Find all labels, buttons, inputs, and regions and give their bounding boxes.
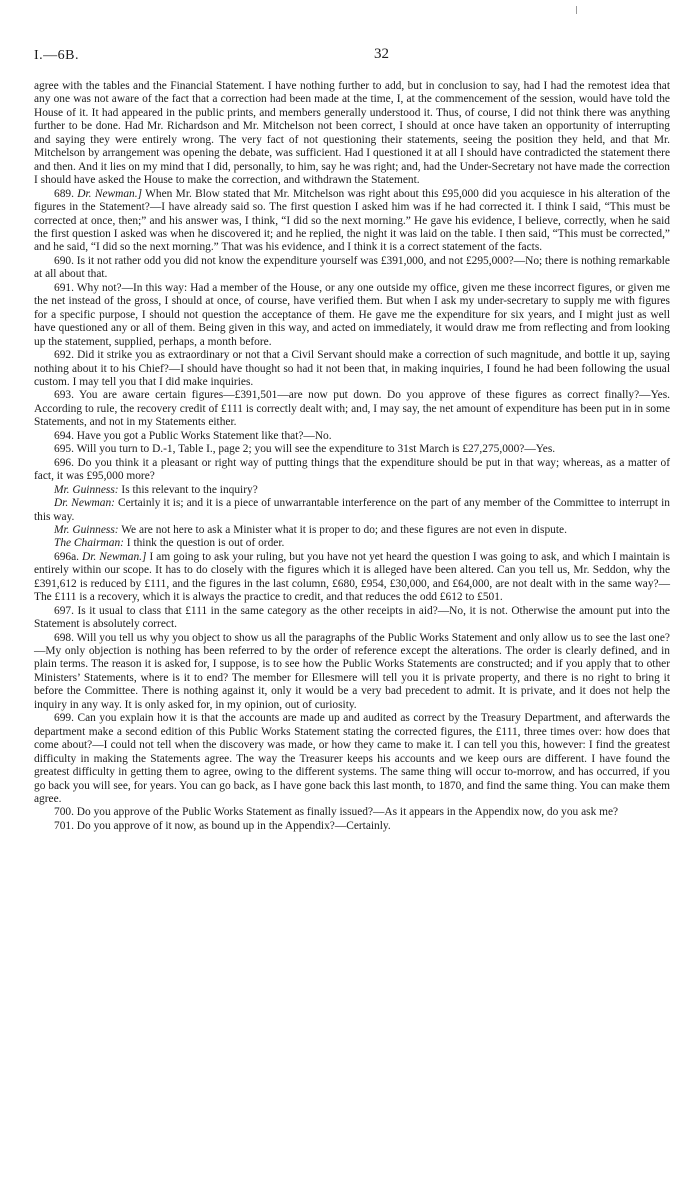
- paragraph-text: We are not here to ask a Minister what it is proper to do; and these figures are not even in dispute.: [121, 523, 567, 536]
- paragraph-691: [34, 282, 670, 349]
- paragraph-text: Will you tell us why you object to show us all the paragraphs of the Public Works Statement and only allow us to see the last one?—My only objection is nothing has been referred to by the order of reference except the alterations. The order is clearly defined, and in plain terms. The reason it is asked for, I suppose, is to see how the Public Works Statements are constructed; and if you apply that to other Ministers’ Statements, where is it to end? The member for Ellesmere will tell you it is private property, and there is no right to bring it before the Committee. There is nothing against it, only it would be a very bad precedent to admit. It is private, and it does not help the inquiry in any way. It is only asked for, in my opinion, out of curiosity.: [34, 631, 670, 711]
- paragraph-693: [34, 389, 670, 429]
- paragraph-text: Do you approve of it now, as bound up in the Appendix?—Certainly.: [76, 819, 391, 832]
- question-number: 699.: [54, 712, 74, 725]
- paragraph-continued: [34, 80, 670, 188]
- paragraph-692: [34, 349, 670, 389]
- paragraph-text: Is it not rather odd you did not know the expenditure yourself was £391,000, and not £295,000?—No; there is nothing remarkable at all about that.: [34, 254, 670, 281]
- paragraph-text: Is it usual to class that £111 in the same category as the other receipts in aid?—No, it is not. Otherwise the amount put into the Statement is absolutely correct.: [34, 604, 670, 631]
- question-number: 698.: [54, 631, 74, 644]
- paragraph-text: You are aware certain figures—£391,501—are now put down. Do you approve of these figures as correct finally?—Yes. According to rule, the recovery credit of £111 is correctly dealt with; and, I may say, the net amount of expenditure has been put in in some Statements, and not in my Statements either.: [34, 389, 670, 429]
- question-number: 694.: [54, 429, 74, 442]
- paragraph-694: [34, 430, 670, 443]
- document-reference: I.—6B.: [34, 48, 79, 63]
- question-number: 695.: [54, 443, 74, 456]
- question-number: 696a.: [54, 550, 79, 563]
- paragraph-text: I think the question is out of order.: [126, 537, 285, 550]
- question-number: 700.: [54, 806, 74, 819]
- stray-mark: [576, 6, 577, 14]
- question-number: 701.: [54, 819, 74, 832]
- paragraph-text: Do you approve of the Public Works Statement as finally issued?—As it appears in the Appendix now, do you ask me?: [76, 806, 619, 819]
- question-number: 689.: [54, 187, 74, 200]
- paragraph-text: agree with the tables and the Financial Statement. I have nothing further to add, but in conclusion to say, had I had the remotest idea that any one was not aware of the fact that a correction had been made at the time, I, at the commencement of the session, would have told the House of it. It had appeared in the public prints, and members generally understood it. Thus, of course, I did not think there was anything further to be done. Had Mr. Richardson and Mr. Mitchelson not been correct, I should at once have taken an opportunity of interrupting and saying they were entirely wrong. The very fact of not questioning their statements, seeing the position they held, and that Mr. Mitchelson by arrangement was opening the debate, was sufficient. Had I questioned it at all I should have contradicted the statement there and then. And it lies on my mind that I did, personally, to him, say he was right; and, had the Under-Secretary not have made the correction I should have asked the House to make the correction, and withdrawn the Statement.: [34, 80, 670, 187]
- question-number: 690.: [54, 254, 74, 267]
- paragraph-text: Can you explain how it is that the accounts are made up and audited as correct by the Treasury Department, and afterwards the department make a second edition of this Public Works Statement stating the corrected figures, the £111, three times over: how does that come about?—I could not tell when the discovery was made, or how they came to make it. I can tell you this, however: I find the greatest difficulty in making the Statements agree. The way the Treasurer keeps his accounts and we keep ours are different. I have found the greatest difficulty in getting them to agree, owing to the different systems. The same thing will occur to-morrow, and has occurred, if you go back you will see, for years. You can go back, as I have gone back this last month, to 1870, and find the same thing. You can make them agree.: [34, 712, 670, 806]
- paragraph-696: [34, 457, 670, 484]
- remark-chairman: [34, 537, 670, 550]
- paragraph-text: Have you got a Public Works Statement like that?—No.: [76, 429, 332, 442]
- page-number: 32: [374, 46, 389, 62]
- remark-guinness-2: [34, 524, 670, 537]
- question-number: 697.: [54, 604, 74, 617]
- paragraph-698: [34, 632, 670, 713]
- paragraph-696a: [34, 551, 670, 605]
- paragraph-690: [34, 255, 670, 282]
- paragraph-text: Do you think it a pleasant or right way of putting things that the expenditure should be put in that way; whereas, as a matter of fact, it was £95,000 more?: [34, 456, 670, 483]
- paragraph-700: [34, 806, 670, 819]
- remark-guinness-1: [34, 484, 670, 497]
- paragraph-text: Why not?—In this way: Had a member of the House, or any one outside my office, given me these incorrect figures, or given me the net instead of the gross, I should at once, of course, have verified them. But when I ask my under-secretary to supply me with figures for a specific purpose, I should not question the acceptance of them. He gave me the expenditure for six years, and I might just as well have questioned any or all of them. Being given in this way, and acted on immediately, it would draw me from reflecting and from looking up the statement, supplied, perhaps, a month before.: [34, 281, 670, 348]
- paragraph-text: Did it strike you as extraordinary or not that a Civil Servant should make a correction of such magnitude, and bottle it up, saying nothing about it to his Chief?—I should have thought so had it not been that, in making inquiries, I found he had been following the usual custom. I may tell you that I did make inquiries.: [34, 349, 670, 388]
- paragraph-699: [34, 712, 670, 806]
- speaker-name: Mr. Guinness:: [54, 483, 119, 496]
- paragraph-text: Certainly it is; and it is a piece of unwarrantable interference on the part of any member of the Committee to interrupt in this way.: [34, 497, 670, 523]
- paragraph-text: When Mr. Blow stated that Mr. Mitchelson was right about this £95,000 did you acquiesce in his alteration of the figures in the Statement?—I have already said so. The first question I asked him was if he had corrected it. I think I said, “This must be corrected at once, then;” and his answer was, I think, “I did so the next morning.” He gave his evidence, I believe, correctly, when he said the first question I asked was when he discovered it; and he replied, the night it was laid on the table. I then said, “This must be corrected,” and he said, “I did so the next morning.” That was his evidence, and I think it is a correct statement of the facts.: [34, 187, 670, 254]
- speaker-name: Dr. Newman:: [54, 497, 115, 510]
- question-number: 693.: [54, 389, 74, 402]
- paragraph-text: Will you turn to D.-1, Table I., page 2; you will see the expenditure to 31st March is £27,275,000?—Yes.: [76, 443, 556, 456]
- remark-newman: [34, 497, 670, 524]
- question-number: 691.: [54, 281, 74, 294]
- speaker-name: Dr. Newman.]: [77, 187, 143, 200]
- speaker-name: Mr. Guinness:: [54, 523, 119, 536]
- paragraph-text: I am going to ask your ruling, but you have not yet heard the question I was going to ask, and which I maintain is entirely within our scope. It has to do closely with the figures which it is alleged have been altered. Can you tell us, Mr. Seddon, why the £391,612 is reduced by £111, and the figures in the last column, £680, £954, £30,000, and £64,000, are not dealt with in the same way?—The £111 is a recovery, which it is always the practice to credit, and that reduces the odd £612 to £501.: [34, 550, 670, 604]
- question-number: 692.: [54, 349, 74, 362]
- speaker-name: The Chairman:: [54, 537, 124, 550]
- question-number: 696.: [54, 456, 74, 469]
- evidence-text: [34, 80, 670, 833]
- paragraph-695: [34, 443, 670, 456]
- paragraph-text: Is this relevant to the inquiry?: [121, 483, 258, 496]
- page-header: [34, 48, 670, 68]
- paragraph-701: [34, 820, 670, 833]
- paragraph-689: [34, 188, 670, 255]
- paragraph-697: [34, 605, 670, 632]
- speaker-name: Dr. Newman.]: [82, 550, 147, 563]
